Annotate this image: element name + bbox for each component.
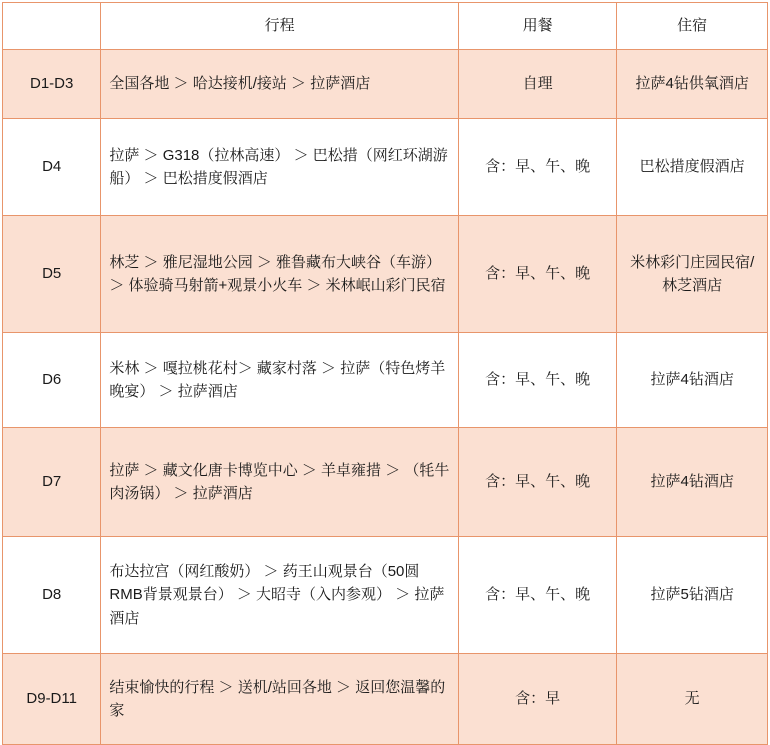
row-hotel: 拉萨5钻酒店 — [617, 537, 768, 654]
header-route: 行程 — [101, 3, 458, 50]
header-row — [3, 3, 768, 50]
row-meal: 自理 — [458, 50, 617, 119]
row-meal: 含：早、午、晚 — [458, 216, 617, 333]
row-meal: 含：早、午、晚 — [458, 119, 617, 216]
row-hotel: 巴松措度假酒店 — [617, 119, 768, 216]
row-day: D9-D11 — [3, 654, 101, 745]
table-header — [3, 3, 768, 50]
row-day: D7 — [3, 428, 101, 537]
row-meal: 含：早、午、晚 — [458, 537, 617, 654]
row-route: 全国各地 ＞ 哈达接机/接站 ＞ 拉萨酒店 — [101, 50, 458, 119]
row-route: 拉萨 ＞ G318（拉林高速） ＞ 巴松措（网红环湖游船） ＞ 巴松措度假酒店 — [101, 119, 458, 216]
table-row — [3, 50, 768, 119]
row-route: 布达拉宫（网红酸奶） ＞ 药王山观景台（50圆RMB背景观景台） ＞ 大昭寺（入内参观） ＞ 拉萨酒店 — [101, 537, 458, 654]
row-day: D6 — [3, 333, 101, 428]
row-hotel: 拉萨4钻供氧酒店 — [617, 50, 768, 119]
row-meal: 含：早、午、晚 — [458, 333, 617, 428]
header-meal: 用餐 — [458, 3, 617, 50]
table-row — [3, 428, 768, 537]
row-hotel: 拉萨4钻酒店 — [617, 428, 768, 537]
row-day: D4 — [3, 119, 101, 216]
row-route: 结束愉快的行程 ＞ 送机/站回各地 ＞ 返回您温馨的家 — [101, 654, 458, 745]
header-hotel: 住宿 — [617, 3, 768, 50]
row-meal: 含：早、午、晚 — [458, 428, 617, 537]
table-row — [3, 333, 768, 428]
row-day: D5 — [3, 216, 101, 333]
row-route: 米林 ＞ 嘎拉桃花村＞ 藏家村落 ＞ 拉萨（特色烤羊晚宴） ＞ 拉萨酒店 — [101, 333, 458, 428]
table-row — [3, 216, 768, 333]
table-row — [3, 654, 768, 745]
row-day: D8 — [3, 537, 101, 654]
row-route: 拉萨 ＞ 藏文化唐卡博览中心 ＞ 羊卓雍措 ＞ （牦牛肉汤锅） ＞ 拉萨酒店 — [101, 428, 458, 537]
header-day — [3, 3, 101, 50]
table-body — [3, 50, 768, 745]
itinerary-table — [2, 2, 768, 745]
table-row — [3, 119, 768, 216]
row-meal: 含：早 — [458, 654, 617, 745]
table-row — [3, 537, 768, 654]
row-hotel: 无 — [617, 654, 768, 745]
row-day: D1-D3 — [3, 50, 101, 119]
row-route: 林芝 ＞ 雅尼湿地公园 ＞ 雅鲁藏布大峡谷（车游） ＞ 体验骑马射箭+观景小火车 ＞ 米林岷山彩门民宿 — [101, 216, 458, 333]
row-hotel: 拉萨4钻酒店 — [617, 333, 768, 428]
row-hotel: 米林彩门庄园民宿/林芝酒店 — [617, 216, 768, 333]
